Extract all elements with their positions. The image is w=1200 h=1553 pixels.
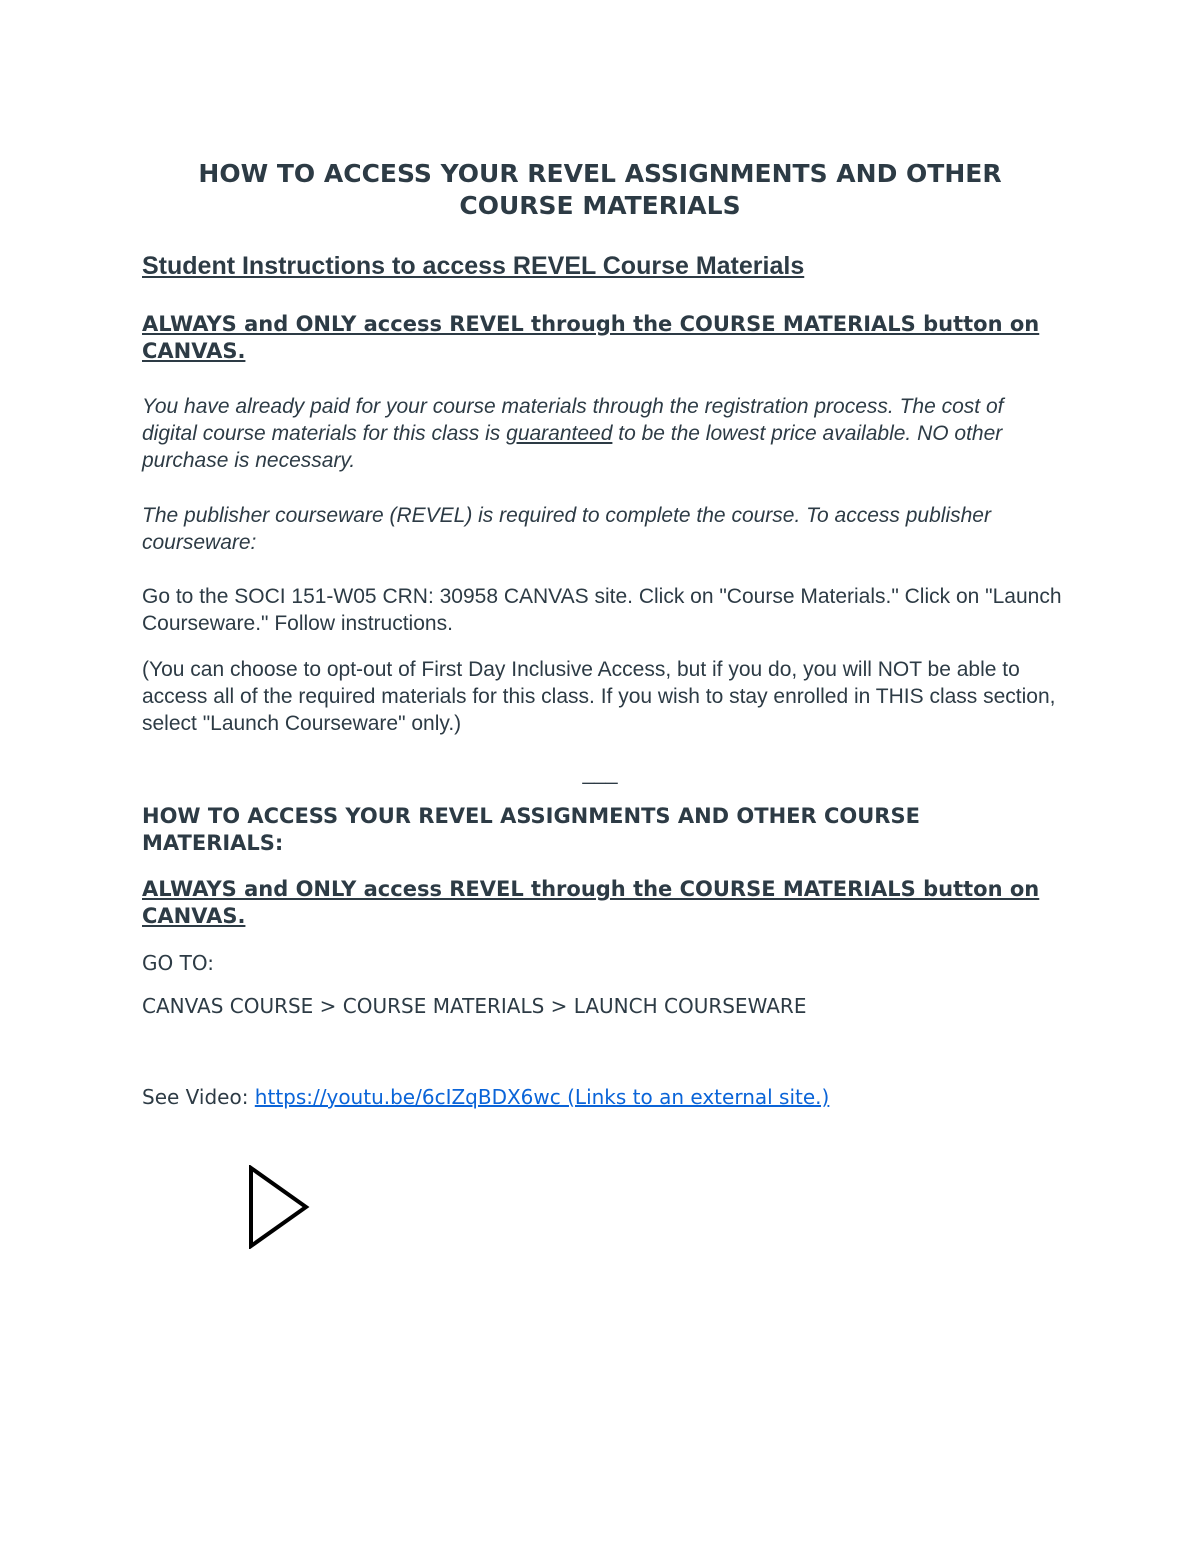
paid-text-before: You have already paid for your course materials through the registration process. The cost of digital course materials for this class is bbox=[142, 395, 1004, 445]
go-to-label: GO TO: bbox=[142, 951, 214, 975]
play-triangle-icon bbox=[247, 1165, 311, 1249]
play-icon[interactable] bbox=[247, 1165, 311, 1249]
always-access-notice-2: ALWAYS and ONLY access REVEL through the COURSE MATERIALS button on CANVAS. bbox=[142, 877, 1040, 928]
section-heading: HOW TO ACCESS YOUR REVEL ASSIGNMENTS AND OTHER COURSE MATERIALS: bbox=[142, 804, 920, 855]
navigation-path: CANVAS COURSE > COURSE MATERIALS > LAUNCH COURSEWARE bbox=[142, 994, 807, 1018]
paid-materials-paragraph bbox=[142, 393, 1062, 474]
opt-out-paragraph: (You can choose to opt-out of First Day Inclusive Access, but if you do, you will NOT be able to access all of the required materials for this class. If you wish to stay enrolled in THIS class section, select "Launch Courseware" only.) bbox=[142, 658, 1056, 735]
video-label: See Video: bbox=[142, 1085, 255, 1109]
video-line bbox=[142, 1084, 829, 1110]
paid-text-after: to be the lowest price available. NO other purchase is necessary. bbox=[142, 422, 1003, 472]
video-link[interactable]: https://youtu.be/6cIZqBDX6wc (Links to an external site.) bbox=[254, 1085, 830, 1109]
section-separator: ___ bbox=[582, 762, 618, 785]
instructions-subheading: Student Instructions to access REVEL Course Materials bbox=[142, 252, 805, 280]
courseware-required-paragraph: The publisher courseware (REVEL) is required to complete the course. To access publisher courseware: bbox=[142, 504, 991, 554]
guaranteed-emphasis: guaranteed bbox=[506, 422, 613, 445]
go-to-site-paragraph: Go to the SOCI 151-W05 CRN: 30958 CANVAS site. Click on "Course Materials." Click on "Launch Courseware." Follow instructions. bbox=[142, 585, 1062, 635]
document-title: HOW TO ACCESS YOUR REVEL ASSIGNMENTS AND OTHER COURSE MATERIALS bbox=[198, 159, 1002, 220]
always-access-notice: ALWAYS and ONLY access REVEL through the COURSE MATERIALS button on CANVAS. bbox=[142, 312, 1040, 363]
